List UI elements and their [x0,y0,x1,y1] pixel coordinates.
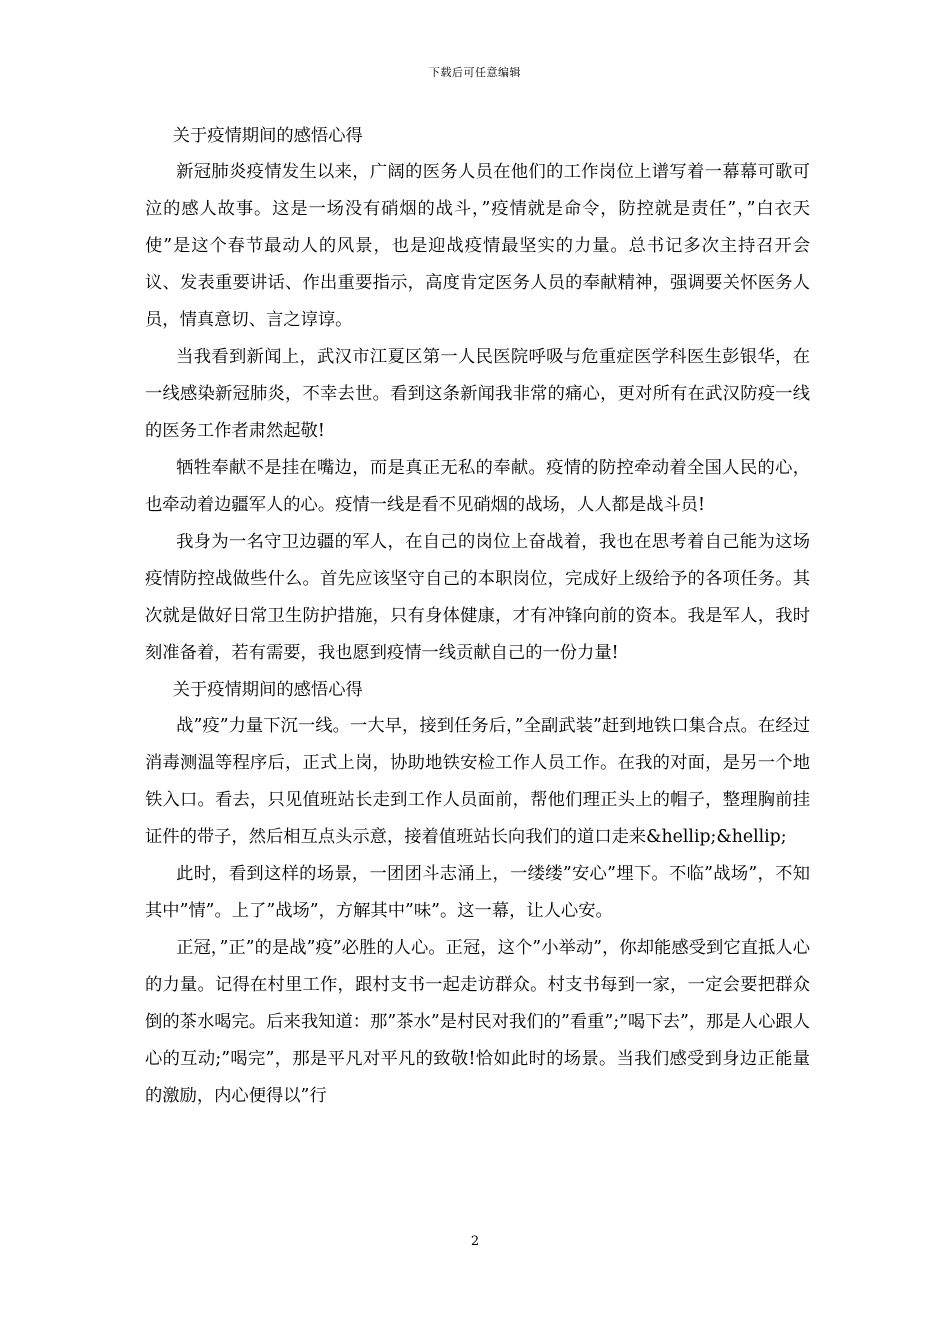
paragraph: 正冠，”正”的是战”疫”必胜的人心。正冠，这个”小举动”，你却能感受到它直抵人心的力量。记得在村里工作，跟村支书一起走访群众。村支书每到一家，一定会要把群众倒的茶水喝完。后来我知道：那”茶水”是村民对我们的”看重”;”喝下去”，那是人心跟人心的互动;”喝完”，那是平凡对平凡的致敬!恰如此时的场景。当我们感受到身边正能量的激励，内心便得以”行 [145,938,810,1106]
paragraph: 当我看到新闻上，武汉市江夏区第一人民医院呼吸与危重症医学科医生彭银华，在一线感染新冠肺炎，不幸去世。看到这条新闻我非常的痛心，更对所有在武汉防疫一线的医务工作者肃然起敬! [145,347,810,441]
paragraph: 新冠肺炎疫情发生以来，广阔的医务人员在他们的工作岗位上谱写着一幕幕可歌可泣的感人故事。这是一场没有硝烟的战斗，”疫情就是命令，防控就是责任”，”白衣天使”是这个春节最动人的风景，也是迎战疫情最坚实的力量。总书记多次主持召开会议、发表重要讲话、作出重要指示，高度肯定医务人员的奉献精神，强调要关怀医务人员，情真意切、言之谆谆。 [145,162,810,330]
paragraph: 战”疫”力量下沉一线。一大早，接到任务后，”全副武装”赶到地铁口集合点。在经过消毒测温等程序后，正式上岗，协助地铁安检工作人员工作。在我的对面，是另一个地铁入口。看去，只见值班站长走到工作人员面前，帮他们理正头上的帽子，整理胸前挂证件的带子，然后相互点头示意，接着值班站长向我们的道口走来&hellip;&hellip; [145,716,810,847]
paragraph: 我身为一名守卫边疆的军人，在自己的岗位上奋战着，我也在思考着自己能为这场疫情防控战做些什么。首先应该坚守自己的本职岗位，完成好上级给予的各项任务。其次就是做好日常卫生防护措施，只有身体健康，才有冲锋向前的资本。我是军人，我时刻准备着，若有需要，我也愿到疫情一线贡献自己的一份力量! [145,532,810,663]
section-title: 关于疫情期间的感悟心得 [172,680,363,700]
page-header: 下载后可任意编辑 [429,66,521,79]
paragraph: 牺牲奉献不是挂在嘴边，而是真正无私的奉献。疫情的防控牵动着全国人民的心，也牵动着边疆军人的心。疫情一线是看不见硝烟的战场，人人都是战斗员! [145,458,810,515]
page-number: 2 [470,1234,480,1249]
paragraph: 此时，看到这样的场景，一团团斗志涌上，一缕缕”安心”埋下。不临”战场”，不知其中”情”。上了”战场”，方解其中”味”。这一幕，让人心安。 [145,864,810,921]
document-body [145,118,810,1115]
section-title: 关于疫情期间的感悟心得 [172,126,363,146]
